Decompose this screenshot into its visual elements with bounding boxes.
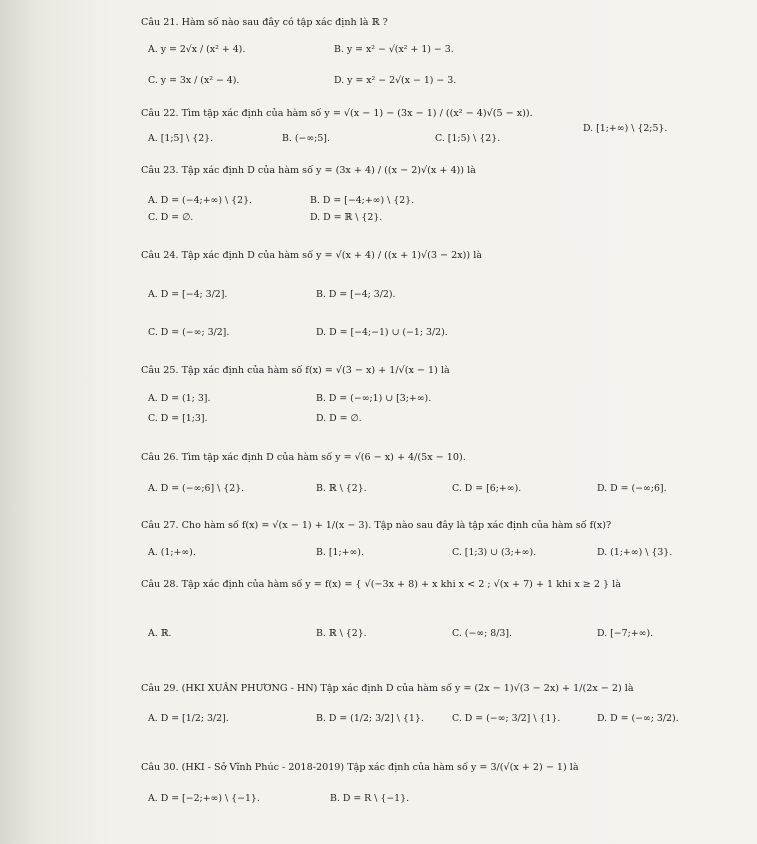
question-21-stem: Câu 21. Hàm số nào sau đây có tập xác định là ℝ ? xyxy=(141,17,388,28)
question-22-option-b[interactable]: B. (−∞;5]. xyxy=(282,133,330,144)
question-30-stem: Câu 30. (HKI - Sở Vĩnh Phúc - 2018-2019) Tập xác định của hàm số y = 3/(√(x + 2) − 1) là xyxy=(141,762,579,773)
question-23-stem: Câu 23. Tập xác định D của hàm số y = (3x + 4) / ((x − 2)√(x + 4)) là xyxy=(141,165,476,176)
question-29-option-a[interactable]: A. D = [1/2; 3/2]. xyxy=(148,713,229,724)
question-26-option-a[interactable]: A. D = (−∞;6] \ {2}. xyxy=(148,483,245,494)
question-26-option-c[interactable]: C. D = [6;+∞). xyxy=(452,483,522,494)
question-27-option-a[interactable]: A. (1;+∞). xyxy=(148,547,196,558)
question-23-option-a[interactable]: A. D = (−4;+∞) \ {2}. xyxy=(148,195,253,206)
question-30-option-b[interactable]: B. D = R \ {−1}. xyxy=(330,793,410,804)
question-29-stem: Câu 29. (HKI XUÂN PHƯƠNG - HN) Tập xác định D của hàm số y = (2x − 1)√(3 − 2x) + 1/(2x − 2) là xyxy=(141,683,634,694)
question-22-stem: Câu 22. Tìm tập xác định của hàm số y = √(x − 1) − (3x − 1) / ((x² − 4)√(5 − x)). xyxy=(141,108,533,119)
question-23-option-d[interactable]: D. D = ℝ \ {2}. xyxy=(310,212,383,223)
question-25-option-d[interactable]: D. D = ∅. xyxy=(316,413,362,424)
question-29-option-b[interactable]: B. D = (1/2; 3/2] \ {1}. xyxy=(316,713,424,724)
question-25-option-b[interactable]: B. D = (−∞;1) ∪ [3;+∞). xyxy=(316,393,432,404)
question-27-option-d[interactable]: D. (1;+∞) \ {3}. xyxy=(597,547,673,558)
question-23-option-b[interactable]: B. D = [−4;+∞) \ {2}. xyxy=(310,195,415,206)
question-23-option-c[interactable]: C. D = ∅. xyxy=(148,212,194,223)
question-28-option-a[interactable]: A. ℝ. xyxy=(148,628,172,639)
question-27-option-c[interactable]: C. [1;3) ∪ (3;+∞). xyxy=(452,547,537,558)
question-25-option-c[interactable]: C. D = [1;3]. xyxy=(148,413,208,424)
question-22-option-c[interactable]: C. [1;5) \ {2}. xyxy=(435,133,501,144)
question-28-stem: Câu 28. Tập xác định của hàm số y = f(x) = { √(−3x + 8) + x khi x < 2 ; √(x + 7) + 1 khi x ≥ 2 } là xyxy=(141,579,621,590)
question-28-option-c[interactable]: C. (−∞; 8/3]. xyxy=(452,628,512,639)
question-24-option-d[interactable]: D. D = [−4;−1) ∪ (−1; 3/2). xyxy=(316,327,448,338)
question-24-option-b[interactable]: B. D = [−4; 3/2). xyxy=(316,289,396,300)
question-24-option-c[interactable]: C. D = (−∞; 3/2]. xyxy=(148,327,230,338)
question-21-option-a[interactable]: A. y = 2√x / (x² + 4). xyxy=(148,44,246,55)
question-24-stem: Câu 24. Tập xác định D của hàm số y = √(x + 4) / ((x + 1)√(3 − 2x)) là xyxy=(141,250,482,261)
question-30-option-a[interactable]: A. D = [−2;+∞) \ {−1}. xyxy=(148,793,260,804)
question-27-option-b[interactable]: B. [1;+∞). xyxy=(316,547,364,558)
question-24-option-a[interactable]: A. D = [−4; 3/2]. xyxy=(148,289,228,300)
question-25-option-a[interactable]: A. D = (1; 3]. xyxy=(148,393,211,404)
question-29-option-c[interactable]: C. D = (−∞; 3/2] \ {1}. xyxy=(452,713,561,724)
question-26-stem: Câu 26. Tìm tập xác định D của hàm số y = √(6 − x) + 4/(5x − 10). xyxy=(141,452,466,463)
question-28-option-d[interactable]: D. [−7;+∞). xyxy=(597,628,654,639)
question-25-stem: Câu 25. Tập xác định của hàm số f(x) = √(3 − x) + 1/√(x − 1) là xyxy=(141,365,450,376)
question-29-option-d[interactable]: D. D = (−∞; 3/2). xyxy=(597,713,679,724)
question-27-stem: Câu 27. Cho hàm số f(x) = √(x − 1) + 1/(x − 3). Tập nào sau đây là tập xác định của hàm số f(x)? xyxy=(141,520,612,531)
question-21-option-c[interactable]: C. y = 3x / (x² − 4). xyxy=(148,75,240,86)
question-21-option-d[interactable]: D. y = x² − 2√(x − 1) − 3. xyxy=(334,75,457,86)
question-26-option-b[interactable]: B. ℝ \ {2}. xyxy=(316,483,367,494)
question-22-option-a[interactable]: A. [1;5] \ {2}. xyxy=(148,133,214,144)
question-26-option-d[interactable]: D. D = (−∞;6]. xyxy=(597,483,667,494)
question-28-option-b[interactable]: B. ℝ \ {2}. xyxy=(316,628,367,639)
question-21-option-b[interactable]: B. y = x² − √(x² + 1) − 3. xyxy=(334,44,454,55)
question-22-option-d[interactable]: D. [1;+∞) \ {2;5}. xyxy=(583,123,668,134)
